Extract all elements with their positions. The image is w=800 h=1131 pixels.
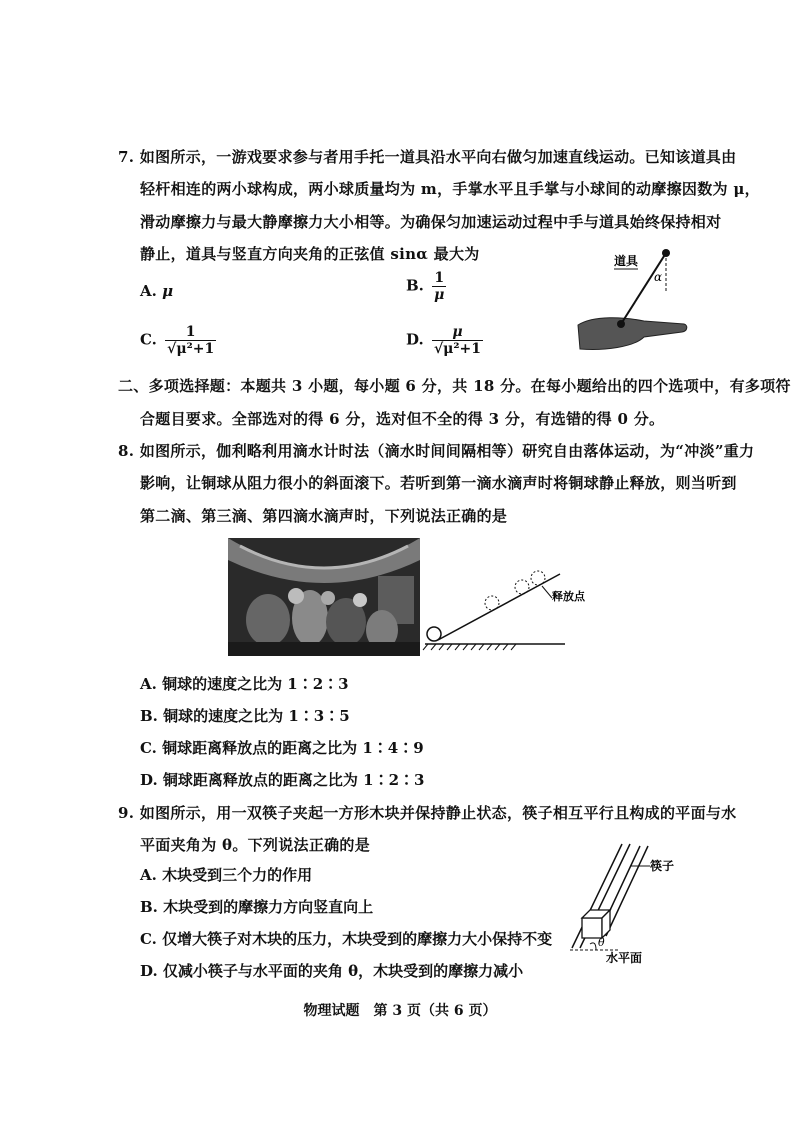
ball-position-3 — [531, 571, 545, 585]
q7-option-d-fraction — [432, 324, 483, 357]
release-leader — [542, 586, 552, 598]
wooden-block — [582, 910, 610, 938]
section2-line-2: 合题目要求。全部选对的得 6 分，选对但不全的得 3 分，有选错的得 0 分。 — [140, 410, 665, 428]
q7-option-b-numerator: 1 — [434, 270, 445, 286]
q9-line-1: 9. 如图所示，用一双筷子夹起一方形木块并保持静止状态，筷子相互平行且构成的平面与水 — [118, 804, 737, 822]
q7-option-a — [140, 282, 173, 300]
horizontal-plane-label: 水平面 — [606, 951, 643, 965]
q7-option-a-value: μ — [162, 282, 174, 300]
q7-figure — [574, 245, 694, 355]
q8-option-c: C. 铜球距离释放点的距离之比为 1∶4∶9 — [140, 739, 424, 757]
theta-label: θ — [598, 936, 605, 949]
incline-surface — [438, 574, 560, 640]
prop-label: 道具 — [614, 254, 639, 268]
q7-option-d-denominator: √μ²+1 — [433, 341, 481, 357]
q9-option-b: B. 木块受到的摩擦力方向竖直向上 — [140, 898, 374, 916]
q8-incline-figure — [420, 560, 585, 660]
q7-option-b-label: B. — [406, 276, 424, 295]
q9-figure — [560, 840, 700, 970]
q7-option-c-denominator: √μ²+1 — [167, 341, 215, 357]
q9-option-a: A. 木块受到三个力的作用 — [140, 866, 313, 884]
q7-option-a-label: A. — [140, 282, 157, 300]
q7-line-1: 7. 如图所示，一游戏要求参与者用手托一道具沿水平向右做匀加速直线运动。已知该道具由 — [118, 148, 737, 166]
q7-option-c-fraction — [165, 324, 216, 357]
q9-option-d: D. 仅减小筷子与水平面的夹角 θ，木块受到的摩擦力减小 — [140, 962, 524, 980]
q8-option-d: D. 铜球距离释放点的距离之比为 1∶2∶3 — [140, 771, 425, 789]
ball-bottom — [427, 627, 441, 641]
q8-option-a: A. 铜球的速度之比为 1∶2∶3 — [140, 675, 349, 693]
q9-option-c: C. 仅增大筷子对木块的压力，木块受到的摩擦力大小保持不变 — [140, 930, 553, 948]
chopsticks-label: 筷子 — [650, 859, 675, 873]
q7-line-4: 静止，道具与竖直方向夹角的正弦值 sinα 最大为 — [140, 245, 480, 263]
q8-painting — [228, 538, 420, 656]
q8-line-1: 8. 如图所示，伽利略利用滴水计时法（滴水时间间隔相等）研究自由落体运动，为“冲淡”重力 — [118, 442, 755, 460]
alpha-label: α — [654, 270, 663, 284]
q7-line-3: 滑动摩擦力与最大静摩擦力大小相等。为确保匀加速运动过程中手与道具始终保持相对 — [140, 213, 722, 231]
q7-option-d-label: D. — [406, 330, 424, 349]
section2-line-1: 二、多项选择题：本题共 3 小题，每小题 6 分，共 18 分。在每小题给出的四个选项中，有多项符 — [118, 377, 791, 395]
q7-option-c-label: C. — [140, 330, 157, 349]
q8-line-2: 影响，让铜球从阻力很小的斜面滚下。若听到第一滴水滴声时将铜球静止释放，则当听到 — [140, 474, 737, 492]
q7-option-b-denominator: μ — [434, 287, 445, 303]
ball-position-2 — [515, 580, 529, 594]
ball-position-1 — [485, 596, 499, 610]
chopstick-right-2 — [606, 846, 648, 936]
q9-line-2: 平面夹角为 θ。下列说法正确的是 — [140, 836, 371, 854]
release-point-label: 释放点 — [552, 590, 585, 603]
hand-shape — [578, 318, 687, 350]
q7-option-b-fraction — [432, 270, 446, 303]
q8-option-b: B. 铜球的速度之比为 1∶3∶5 — [140, 707, 350, 725]
q8-line-3: 第二滴、第三滴、第四滴水滴声时，下列说法正确的是 — [140, 507, 508, 525]
prop-ball-bottom — [617, 320, 625, 328]
q7-line-2: 轻杆相连的两小球构成，两小球质量均为 m，手掌水平且手掌与小球间的动摩擦因数为 μ， — [140, 180, 760, 198]
q7-option-b — [406, 270, 446, 303]
q7-option-c-numerator: 1 — [185, 324, 196, 340]
q7-option-d-numerator: μ — [452, 324, 463, 340]
q7-option-c — [140, 324, 216, 357]
q7-option-d — [406, 324, 483, 357]
page-footer: 物理试题 第 3 页（共 6 页） — [303, 1003, 497, 1019]
